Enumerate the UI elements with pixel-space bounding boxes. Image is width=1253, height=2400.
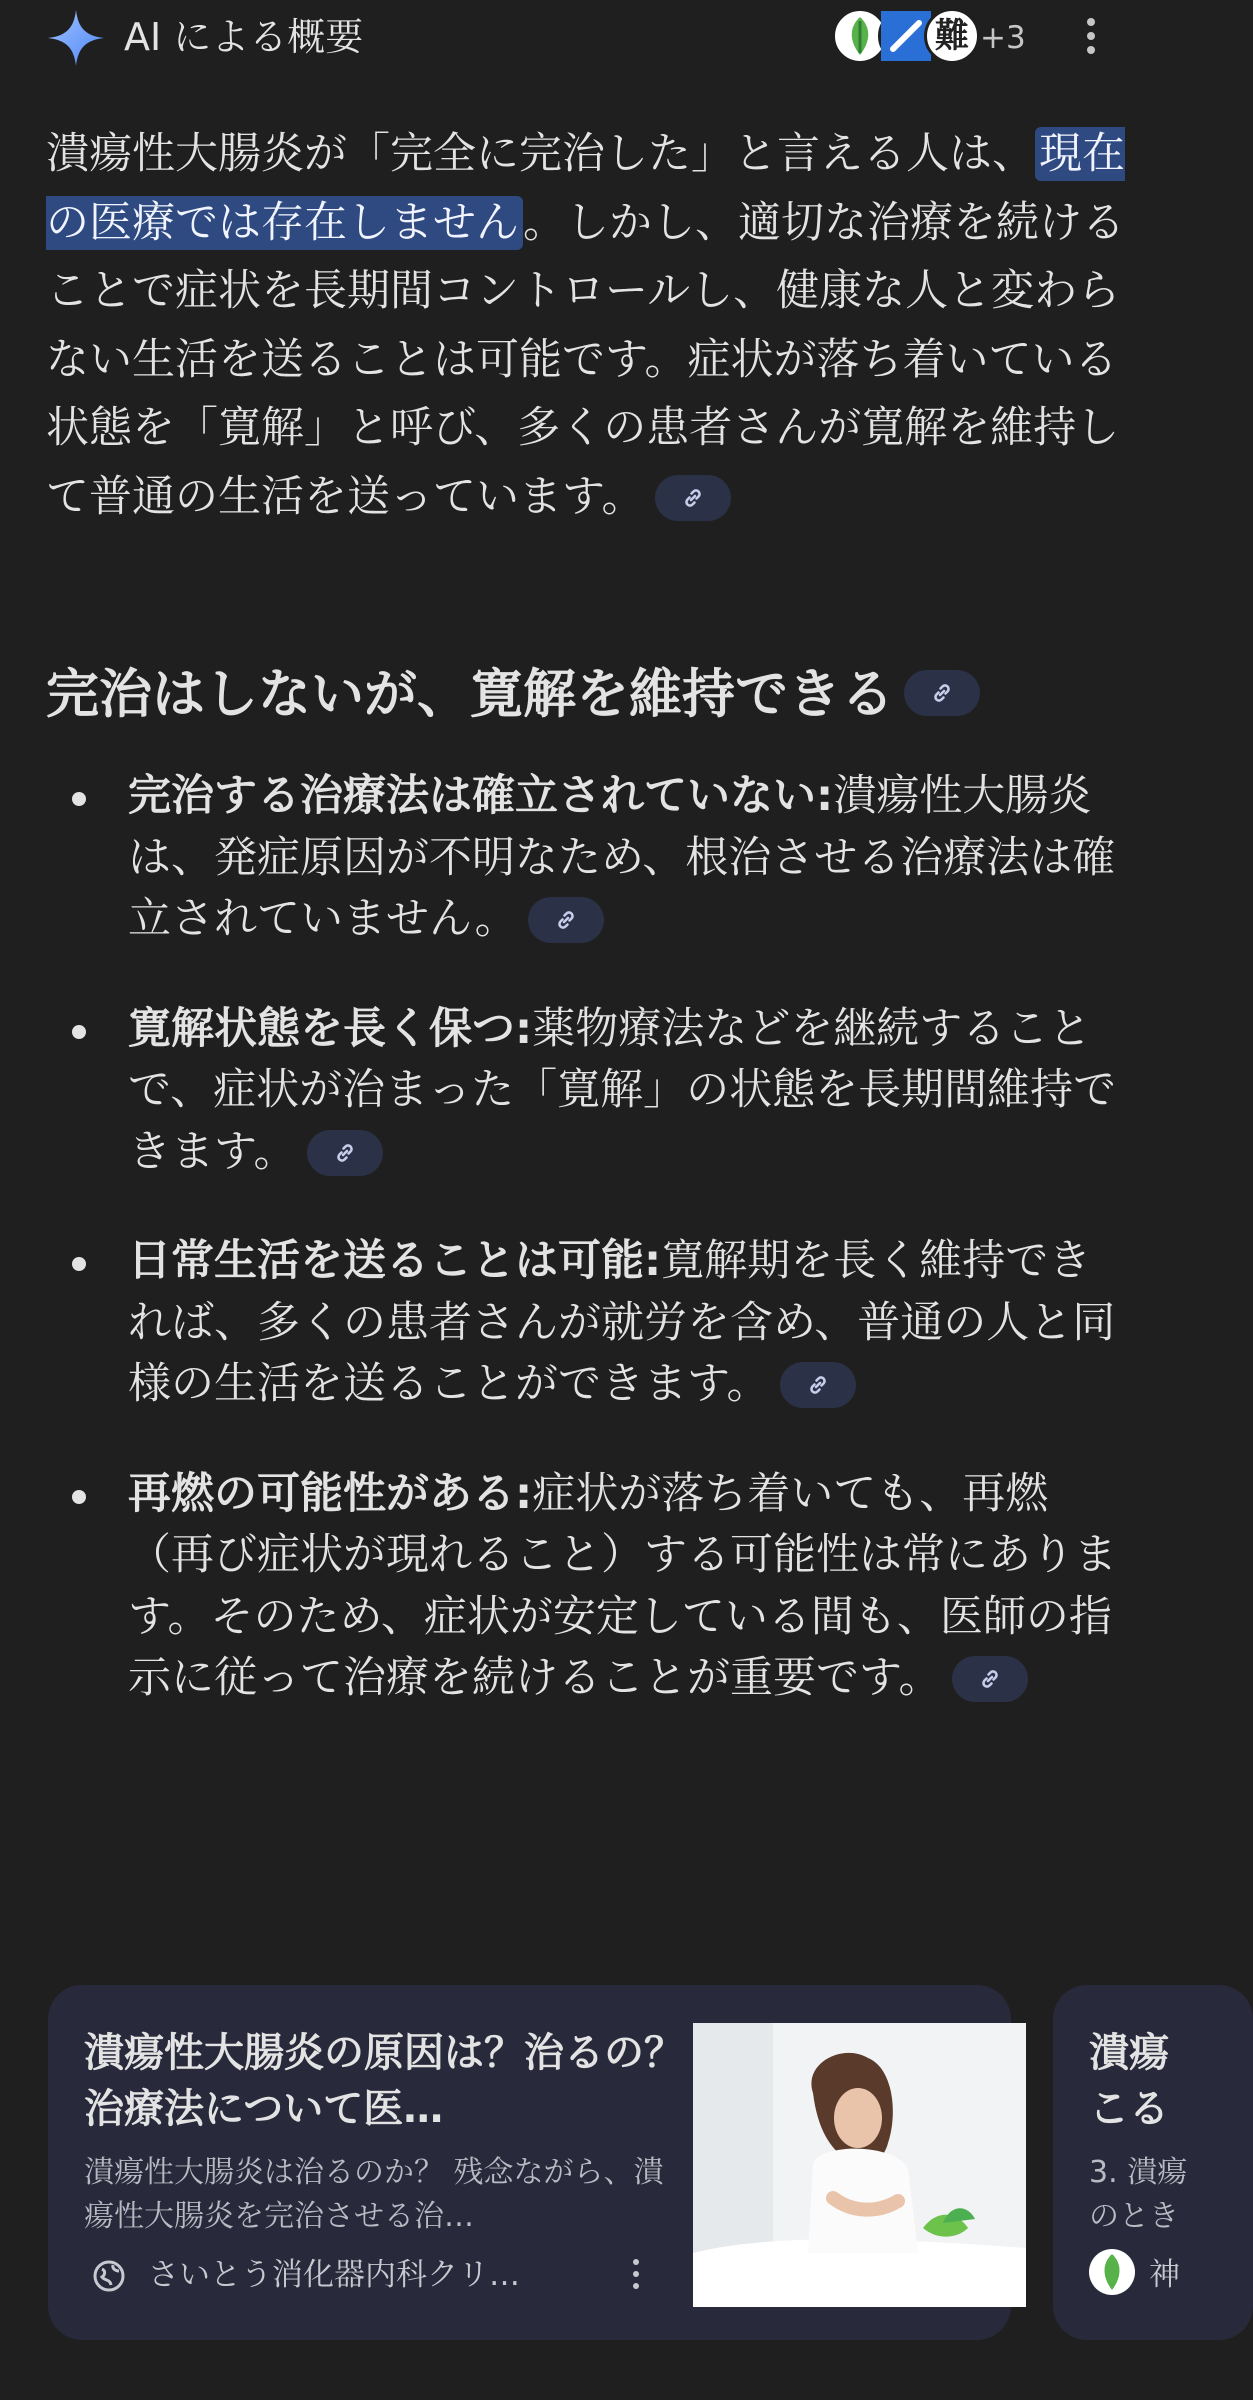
list-item [68,1231,1128,1416]
card-title: 潰瘍性大腸炎の原因は？治るの？治療法について医… [84,2030,684,2132]
bullet-body: 症状が落ち着いても、再燃（再び症状が現れること）する可能性は常にあります。そのため、症状が安定している間も、医師の指示に従って治療を続けることが重要です。 [128,1468,1117,1703]
section-heading-text: 完治はしないが、寛解を維持できる [46,664,894,725]
bullet-title: 完治する治療法は確立されていない: [128,771,834,821]
list-item [68,1464,1128,1710]
bullet-title: 再燃の可能性がある: [128,1468,533,1519]
card-source-name: 神 [1149,2257,1180,2293]
citation-link-button[interactable] [307,1130,383,1176]
overview-paragraph [46,120,1126,531]
card-description-line: 3. 潰瘍 [1089,2155,1188,2190]
citation-link-button[interactable] [904,670,980,716]
card-description [1089,2151,1187,2239]
section-heading [46,652,980,738]
overview-text: 潰瘍性大腸炎が「完全に完治した」と言える人は、 [46,129,1035,179]
source-favicon: 難 [924,8,980,64]
bullet-title: 日常生活を送ることは可能: [128,1236,662,1286]
more-vert-icon[interactable] [626,2259,646,2295]
bullet-body: 潰瘍性大腸炎は、発症原因が不明なため、根治させる治療法は確立されていません。 [128,771,1116,944]
citation-link-button[interactable] [952,1656,1028,1702]
source-favicons[interactable] [832,8,982,68]
ai-overview-header [0,0,1163,80]
card-title-line: こる [1089,2086,1169,2132]
card-title-line: 潰瘍 [1089,2030,1169,2076]
bullet-list [68,766,1128,1758]
bullet-body: 薬物療法などを継続することで、症状が治まった「寛解」の状態を長期間維持できます。 [128,1003,1117,1177]
source-card[interactable] [48,1985,1011,2340]
card-title [1089,2025,1169,2137]
card-description: 潰瘍性大腸炎は治るのか？ 残念ながら、潰瘍性大腸炎を完治させる治… [84,2155,664,2234]
card-source-name: さいとう消化器内科クリ… [148,2257,520,2293]
list-item [68,999,1128,1184]
bullet-body: 寛解期を長く維持できれば、多くの患者さんが就労を含め、普通の人と同様の生活を送ることができます。 [128,1236,1116,1409]
source-favicon [1089,2249,1135,2295]
link-icon [978,1667,1002,1691]
link-icon [554,908,578,932]
ai-sparkle-icon [46,8,106,68]
source-card[interactable] [1053,1985,1253,2340]
ai-overview-title: AI による概要 [124,15,364,59]
card-description-line: のとき [1089,2199,1179,2234]
link-icon [333,1141,357,1165]
overview-text: 。しかし、適切な治療を続けることで症状を長期間コントロールし、健康な人と変わらない生活を送ることは可能です。症状が落ち着いている状態を「寛解」と呼び、多くの患者さんが寛解を維持して普通の生活を送っています。 [46,197,1125,522]
globe-icon [92,2259,126,2293]
citation-link-button[interactable] [528,897,604,943]
citation-link-button[interactable] [655,475,731,521]
more-sources-count[interactable]: +3 [980,20,1026,56]
list-item [68,766,1128,951]
highlighted-answer: 現在の医療では存在しません [46,129,1125,248]
bullet-title: 寛解状態を長く保つ: [128,1003,533,1054]
more-vert-icon[interactable] [1076,18,1106,62]
link-icon [681,486,705,510]
card-thumbnail [693,2023,1026,2307]
link-icon [806,1373,830,1397]
link-icon [930,681,954,705]
citation-link-button[interactable] [780,1362,856,1408]
